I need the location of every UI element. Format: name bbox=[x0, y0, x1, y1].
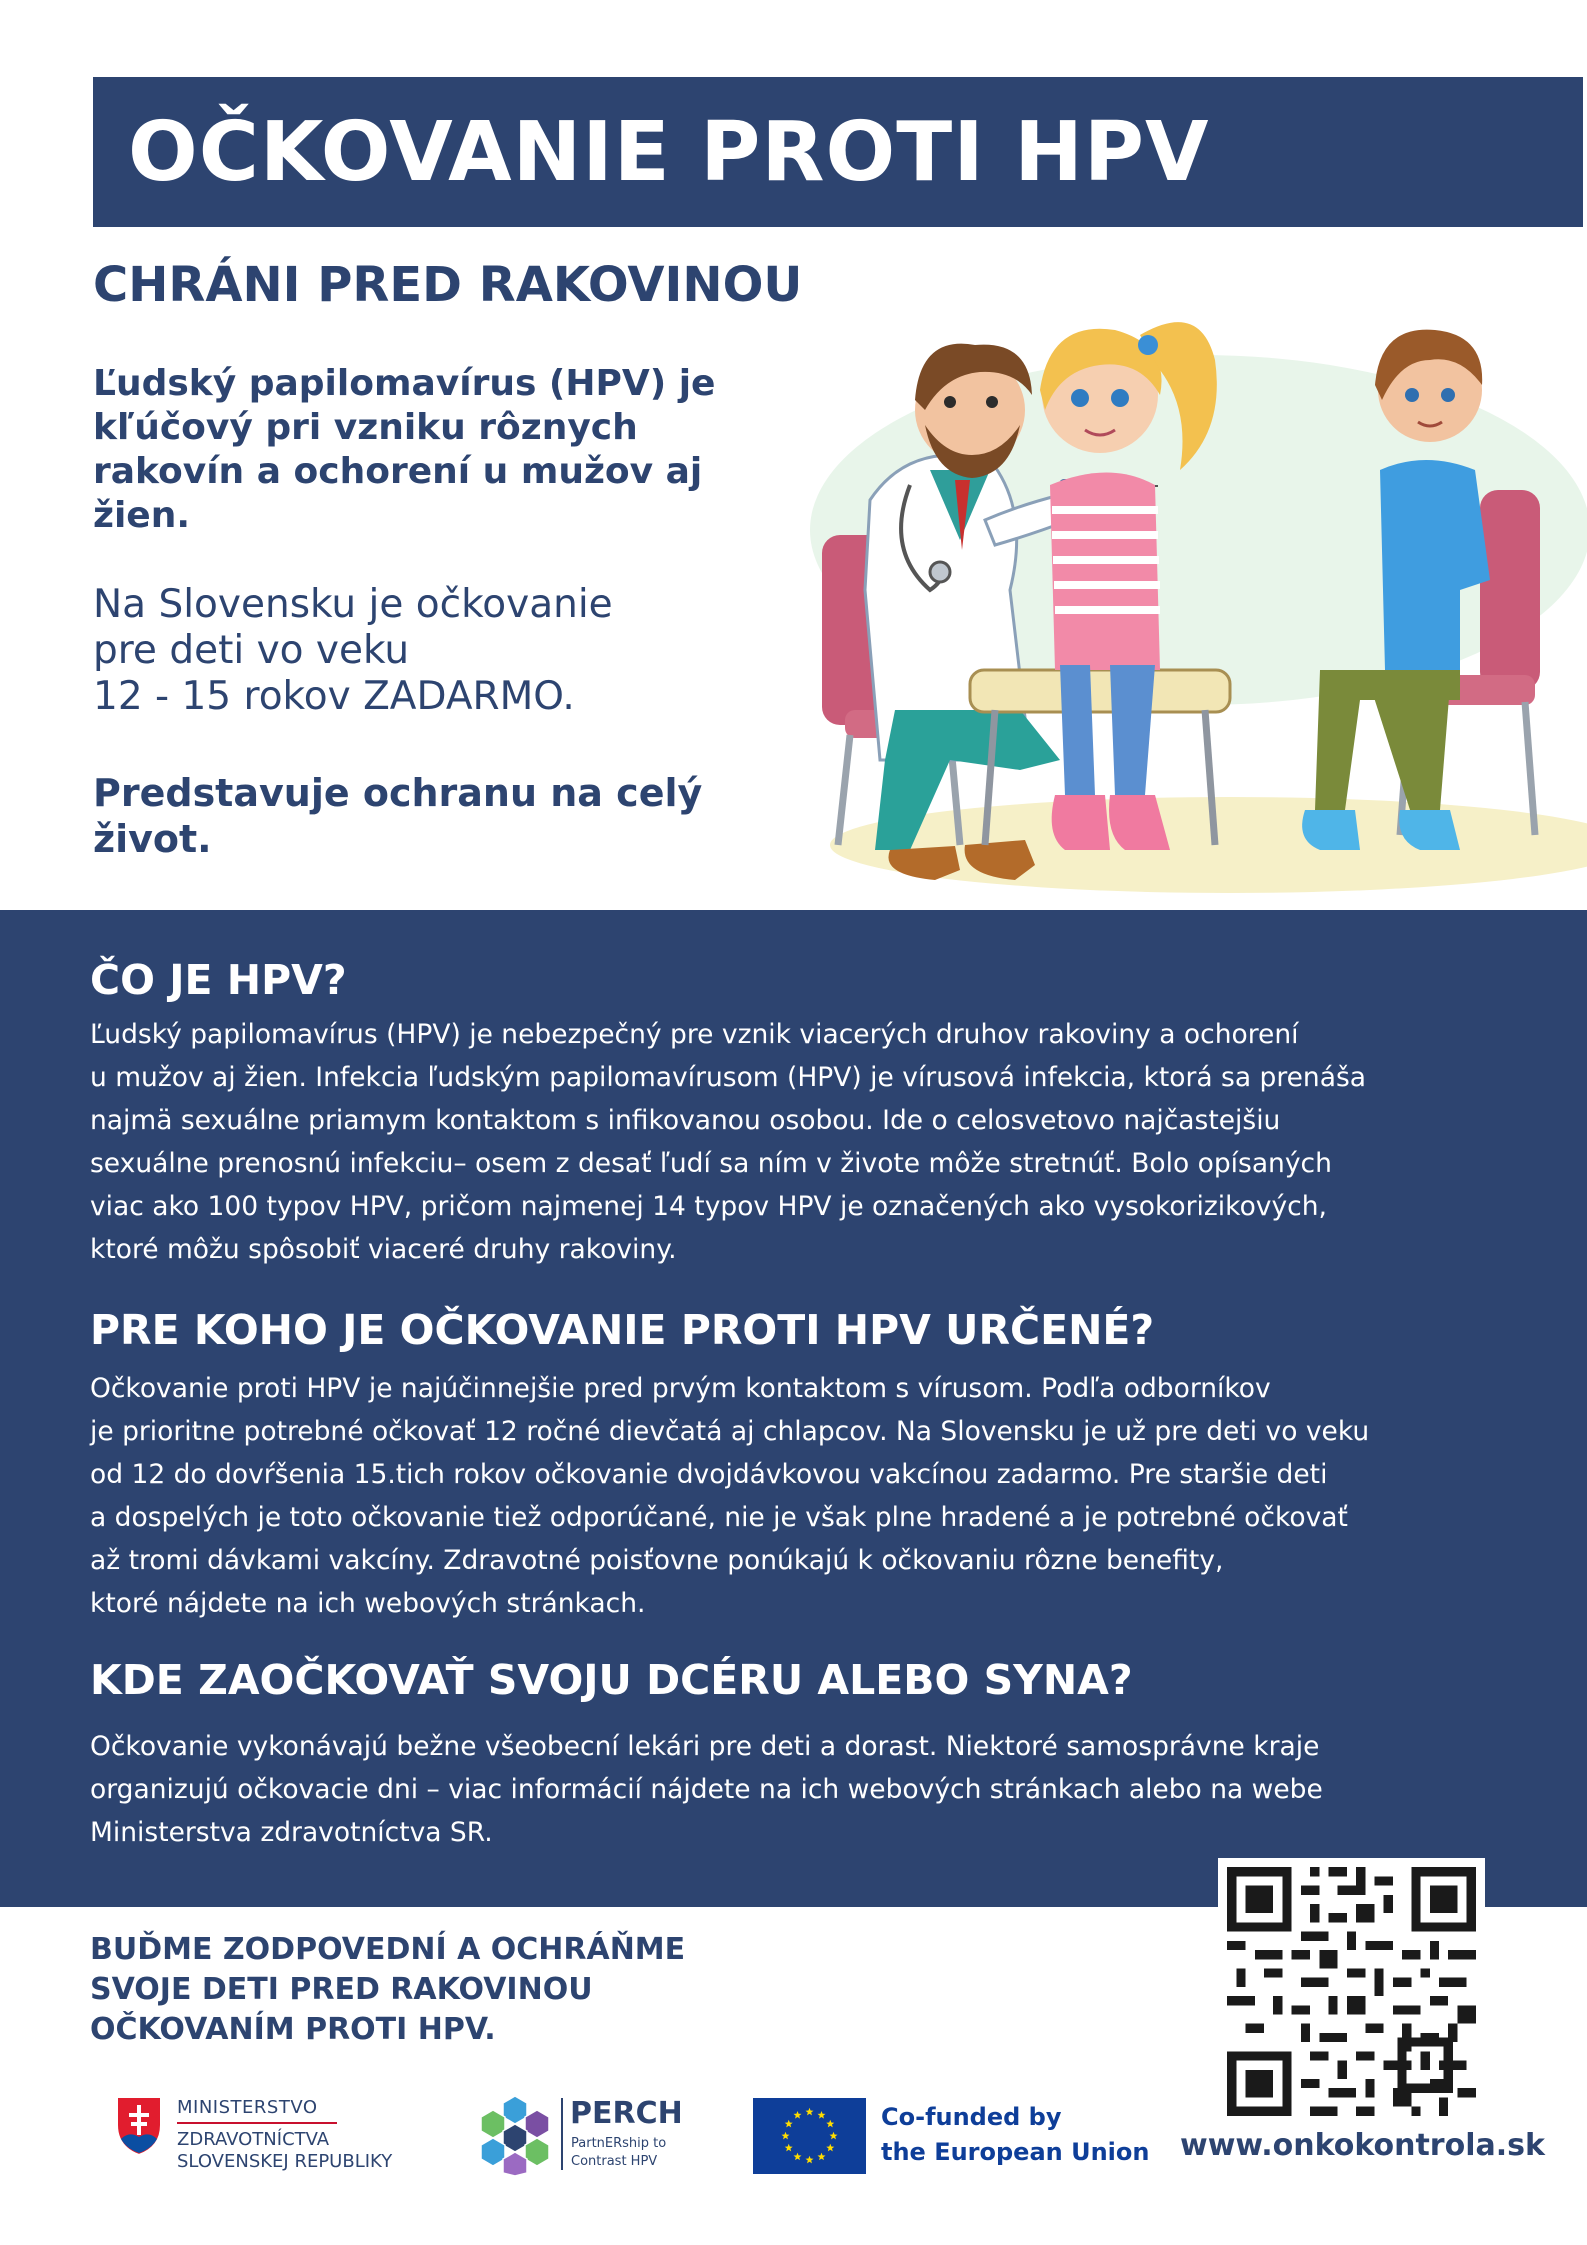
perch-hexagon-icon bbox=[475, 2090, 555, 2176]
section-where-heading: KDE ZAOČKOVAŤ SVOJU DCÉRU ALEBO SYNA? bbox=[90, 1656, 1133, 1704]
section-who-body bbox=[90, 1367, 1490, 1625]
body-line: Ministerstva zdravotníctva SR. bbox=[90, 1817, 493, 1848]
perch-name: PERCH bbox=[570, 2096, 683, 2131]
section-where-body bbox=[90, 1725, 1490, 1854]
free-line: pre deti vo veku bbox=[93, 628, 410, 673]
section-what-heading: ČO JE HPV? bbox=[90, 956, 347, 1004]
eu-text-line2: the European Union bbox=[881, 2138, 1150, 2166]
perch-logo bbox=[475, 2090, 715, 2180]
closing-line: SVOJE DETI PRED RAKOVINOU bbox=[90, 1972, 593, 2007]
section-what-body bbox=[90, 1013, 1490, 1271]
ministry-label-line1: ZDRAVOTNÍCTVA bbox=[177, 2129, 330, 2150]
body-line: Očkovanie proti HPV je najúčinnejšie pred prvým kontaktom s vírusom. Podľa odborníkov bbox=[90, 1373, 1271, 1404]
qr-code[interactable] bbox=[1218, 1858, 1485, 2125]
slovak-coat-of-arms-icon bbox=[115, 2095, 163, 2157]
body-line: Ľudský papilomavírus (HPV) je nebezpečný pre vznik viacerých druhov rakoviny a ochorení bbox=[90, 1019, 1299, 1050]
closing-appeal bbox=[90, 1930, 850, 2050]
body-line: sexuálne prenosnú infekciu– osem z desať ľudí sa ním v živote môže stretnúť. Bolo opísaných bbox=[90, 1148, 1332, 1179]
body-line: najmä sexuálne priamym kontaktom s infikovanou osobou. Ide o celosvetovo najčastejšiu bbox=[90, 1105, 1281, 1136]
free-line: Na Slovensku je očkovanie bbox=[93, 582, 613, 627]
body-line: ktoré môžu spôsobiť viaceré druhy rakoviny. bbox=[90, 1234, 677, 1265]
page-title: OČKOVANIE PROTI HPV bbox=[128, 105, 1210, 200]
ministry-label-line2: SLOVENSKEJ REPUBLIKY bbox=[177, 2151, 393, 2172]
body-line: až tromi dávkami vakcíny. Zdravotné poisťovne ponúkajú k očkovaniu rôzne benefity, bbox=[90, 1545, 1224, 1576]
ministry-rule bbox=[177, 2122, 337, 2124]
page-subtitle: CHRÁNI PRED RAKOVINOU bbox=[93, 257, 803, 313]
body-line: viac ako 100 typov HPV, pričom najmenej 14 typov HPV je označených ako vysokorizikových, bbox=[90, 1191, 1327, 1222]
body-line: u mužov aj žien. Infekcia ľudským papilomavírusom (HPV) je vírusová infekcia, ktorá sa prenáša bbox=[90, 1062, 1367, 1093]
ministry-label-top: MINISTERSTVO bbox=[177, 2097, 318, 2118]
body-line: od 12 do dovŕšenia 15.tich rokov očkovanie dvojdávkovou vakcínou zadarmo. Pre staršie deti bbox=[90, 1459, 1328, 1490]
body-line: a dospelých je toto očkovanie tiež odporúčané, nie je však plne hradené a je potrebné očkovať bbox=[90, 1502, 1348, 1533]
eu-cofunding-logo bbox=[753, 2098, 1153, 2178]
perch-divider bbox=[561, 2098, 563, 2170]
intro-free-vaccination bbox=[93, 582, 793, 720]
perch-subtitle-line2: Contrast HPV bbox=[571, 2154, 658, 2169]
body-line: je prioritne potrebné očkovať 12 ročné dievčatá aj chlapcov. Na Slovensku je už pre deti vo veku bbox=[90, 1416, 1370, 1447]
closing-line: BUĎME ZODPOVEDNÍ A OCHRÁŇME bbox=[90, 1932, 686, 1967]
perch-subtitle-line1: PartnERship to bbox=[571, 2136, 667, 2151]
body-line: organizujú očkovacie dni – viac informácií nájdete na ich webových stránkach alebo na webe bbox=[90, 1774, 1323, 1805]
ministry-logo bbox=[115, 2095, 445, 2175]
eu-text-line1: Co-funded by bbox=[881, 2103, 1062, 2131]
section-who-heading: PRE KOHO JE OČKOVANIE PROTI HPV URČENÉ? bbox=[90, 1306, 1155, 1354]
closing-line: OČKOVANÍM PROTI HPV. bbox=[90, 2012, 496, 2047]
vaccination-illustration bbox=[760, 290, 1587, 910]
eu-flag-icon bbox=[753, 2098, 866, 2174]
free-line: 12 - 15 rokov ZADARMO. bbox=[93, 674, 575, 719]
body-line: Očkovanie vykonávajú bežne všeobecní lekári pre deti a dorast. Niektoré samosprávne kraje bbox=[90, 1731, 1320, 1762]
body-line: ktoré nájdete na ich webových stránkach. bbox=[90, 1588, 646, 1619]
title-banner bbox=[93, 77, 1583, 227]
intro-lead: Ľudský papilomavírus (HPV) je kľúčový pri vzniku rôznych rakovín a ochorení u mužov aj žien. bbox=[93, 363, 716, 536]
website-url[interactable]: www.onkokontrola.sk bbox=[1180, 2128, 1545, 2163]
floor-shadow bbox=[830, 797, 1587, 893]
info-panel bbox=[0, 910, 1587, 1907]
intro-lifetime: Predstavuje ochranu na celý život. bbox=[93, 771, 703, 861]
